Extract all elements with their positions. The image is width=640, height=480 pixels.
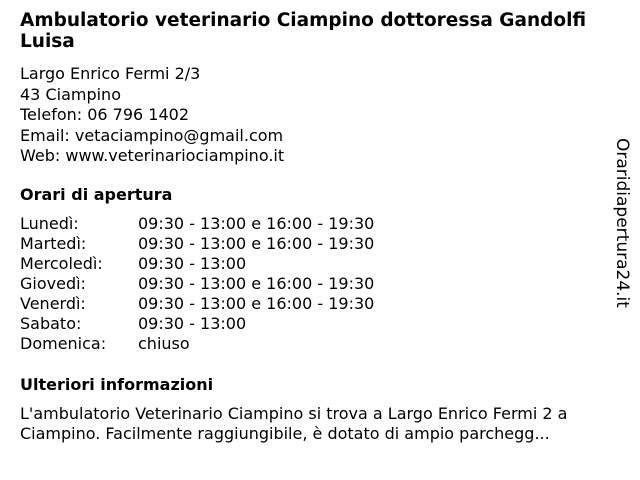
hours-row-wednesday [20, 254, 374, 274]
more-info-text: L'ambulatorio Veterinario Ciampino si trova a Largo Enrico Fermi 2 a Ciampino. Facilmente raggiungibile, è dotato di ampio parchegg... [20, 404, 568, 443]
hours-row-thursday [20, 274, 374, 294]
email-line: Email: vetaciampino@gmail.com [20, 125, 284, 145]
address-line-2: 43 Ciampino [20, 84, 121, 104]
day-hours: 09:30 - 13:00 [138, 314, 247, 333]
day-label: Giovedì: [20, 274, 86, 293]
hours-row-tuesday [20, 234, 374, 254]
day-hours: chiuso [138, 334, 190, 353]
more-info-heading: Ulteriori informazioni [20, 375, 214, 394]
day-label: Domenica: [20, 334, 107, 353]
address-line-1: Largo Enrico Fermi 2/3 [20, 64, 201, 83]
day-label: Mercoledì: [20, 254, 103, 273]
day-hours: 09:30 - 13:00 e 16:00 - 19:30 [138, 294, 375, 313]
opening-hours-heading: Orari di apertura [20, 185, 173, 204]
day-hours: 09:30 - 13:00 e 16:00 - 19:30 [138, 234, 375, 253]
day-hours: 09:30 - 13:00 [138, 254, 247, 273]
hours-row-sunday [20, 334, 374, 354]
day-label: Sabato: [20, 314, 82, 333]
web-line: Web: www.veterinariociampino.it [20, 146, 285, 165]
hours-row-monday [20, 214, 374, 234]
day-label: Venerdì: [20, 294, 86, 313]
day-hours: 09:30 - 13:00 e 16:00 - 19:30 [138, 274, 375, 293]
brand-watermark: Oraridiapertura24.it [612, 138, 632, 308]
day-label: Lunedì: [20, 214, 79, 233]
opening-hours-table [20, 214, 374, 354]
hours-row-friday [20, 294, 374, 314]
business-name: Ambulatorio veterinario Ciampino dottoressa Gandolfi Luisa [20, 10, 587, 52]
day-hours: 09:30 - 13:00 e 16:00 - 19:30 [138, 214, 375, 233]
hours-row-saturday [20, 314, 374, 334]
contact-block [20, 64, 284, 167]
day-label: Martedì: [20, 234, 87, 253]
phone-line: Telefon: 06 796 1402 [20, 105, 190, 124]
